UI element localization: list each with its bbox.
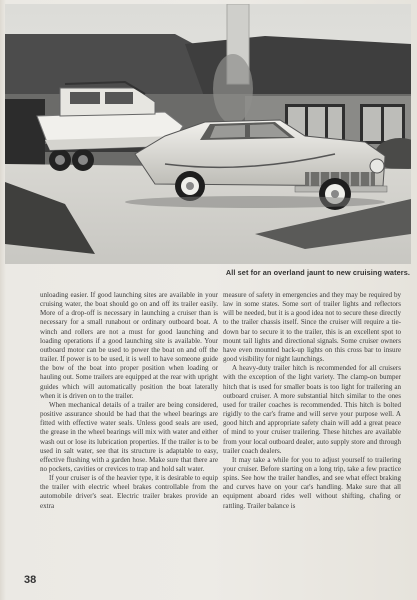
right-column [223, 291, 401, 511]
paragraph: unloading easier. If good launching sites are available in your cruising water, the boat should go on and off its trailer easily. More of a drop-off is necessary in launching a cruiser than is necessary for a small runabout or ordinary outboard boat. A winch and rollers are not a must for good launching and loading operations if a good launching site is available. Your outboard motor can be used to power the boat on and off the trailer. If power is to be used, it is well to have someone guide the bow of the boat into proper position when loading or hauling out. Some trailers are equipped at the rear with upright guides which will automatically position the boat laterally when it is driven on to the trailer. [40, 291, 218, 400]
paragraph: If your cruiser is of the heavier type, it is desirable to equip the trailer with electric wheel brakes controllable from the automobile driver's seat. Electric trailer brakes provide an extra [40, 474, 218, 510]
paragraph: When mechanical details of a trailer are being considered, positive assurance should be had that the wheel bearings are fitted with effective water seals. Unless good seals are used, the grease in the wheel bearings will mix with water and either wash out or lose its lubrication properties. If the trailer is to be used in salt water, see that its structure is adaptable to easy, effective flushing with a garden hose. Make sure that there are no pockets, cavities or crevices to trap and hold salt water. [40, 400, 218, 473]
paragraph: A heavy-duty trailer hitch is recommended for all cruisers with the exception of the light variety. The clamp-on bumper hitch that is used for smaller boats is too light for trailering an outboard cruiser. A more substantial hitch similar to the ones used for trailer coaches is recommended. This hitch is bolted rigidly to the car's frame and will serve your purpose well. A good hitch and appropriate safety chain will add a great peace of mind to your cruiser trailering. These hitches are available from your local outboard dealer, auto supply store and through trailer coach dealers. [223, 364, 401, 455]
left-column [40, 291, 218, 511]
paragraph: measure of safety in emergencies and they may be required by law in some states. Some sort of trailer lights and reflectors will be needed, but it is a good idea not to secure these directly to the trailer chassis itself. Since the cruiser will require a tie-down bar to secure it to the trailer, this is an excellent spot to mount tail lights and directional signals. Some cruiser owners have even mounted back-up lights on this cross bar to insure good visibility for night launchings. [223, 291, 401, 364]
photo-caption: All set for an overland jaunt to new cruising waters. [225, 268, 410, 277]
photo-car-towing-cruiser [5, 4, 411, 264]
page-number: 38 [24, 574, 37, 586]
paragraph: It may take a while for you to adjust yourself to trailering your cruiser. Before starting on a long trip, take a few practice spins. See how the trailer handles, and see what effect braking and curves have on your car's handling. Make sure that all equipment aboard rides well without shifting, chafing or rattling. Trailer balance is [223, 455, 401, 510]
photo-illustration [5, 4, 411, 264]
